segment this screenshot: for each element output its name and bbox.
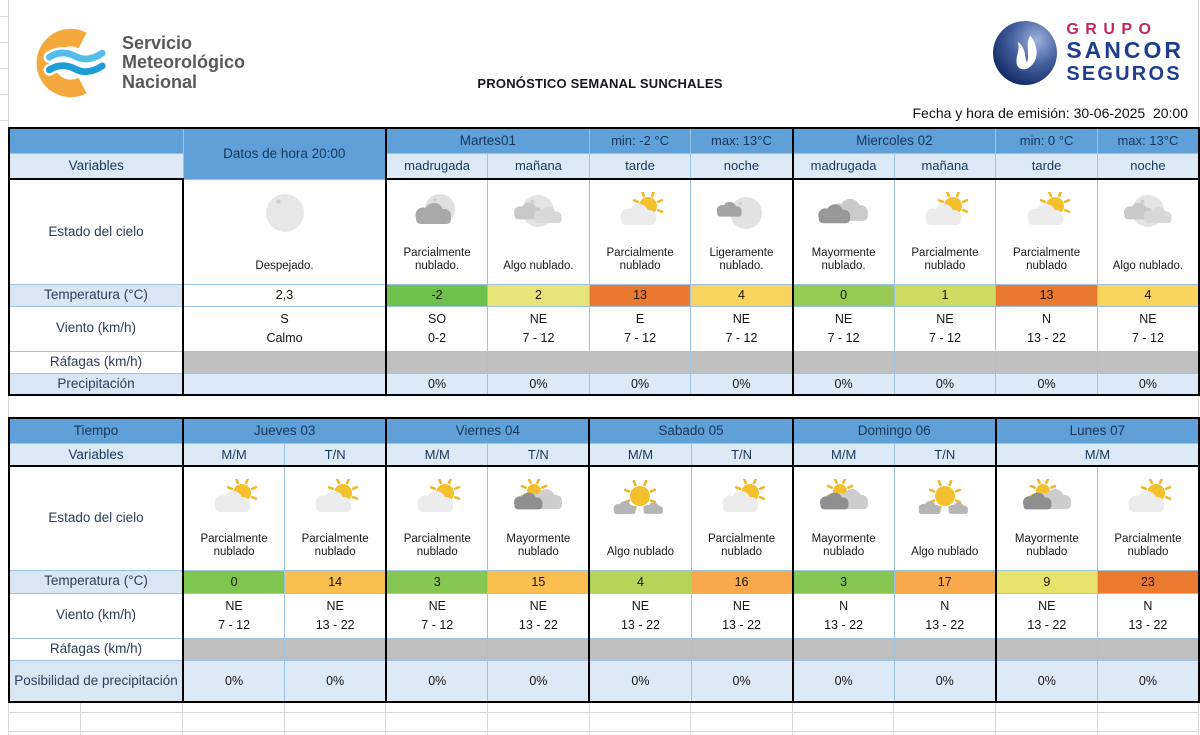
grid-line	[893, 701, 894, 735]
period-header-cell[interactable]: T/N	[285, 443, 387, 466]
temp-cell[interactable]: 3	[793, 570, 895, 593]
precip-cell[interactable]: 0%	[488, 660, 590, 702]
temp-cell[interactable]: 13	[589, 284, 691, 306]
day-header-cell[interactable]: Jueves 03	[183, 418, 386, 443]
row-label-cell[interactable]: Temperatura (°C)	[9, 570, 183, 593]
grid-line	[385, 701, 386, 735]
wind-cell[interactable]: NE 7 - 12	[1097, 306, 1199, 351]
period-header-cell[interactable]: M/M	[589, 443, 691, 466]
precip-cell[interactable]: 0%	[894, 373, 996, 395]
temp-cell[interactable]: 15	[488, 570, 590, 593]
forecast-table-detail	[8, 127, 1200, 396]
period-header-cell[interactable]: madrugada	[793, 153, 895, 179]
grid-line	[0, 94, 8, 95]
sky-cell[interactable]	[894, 466, 996, 570]
sky-condition-text: Algo nublado	[606, 546, 675, 559]
temp-cell[interactable]: -2	[386, 284, 488, 306]
corner-cell[interactable]: Tiempo	[9, 418, 183, 443]
row-label-cell[interactable]: Ráfagas (km/h)	[9, 638, 183, 660]
period-header-cell[interactable]: noche	[1097, 153, 1199, 179]
sky-condition-text: Algo nublado	[911, 546, 979, 559]
wind-cell[interactable]: NE 13 - 22	[488, 593, 590, 638]
sky-condition-text: Mayormente nublado	[811, 532, 876, 559]
period-header-cell[interactable]: mañana	[894, 153, 996, 179]
precip-cell[interactable]: 0%	[691, 660, 793, 702]
period-header-cell[interactable]: T/N	[691, 443, 793, 466]
row-label-cell[interactable]: Temperatura (°C)	[9, 284, 183, 306]
grid-line	[0, 68, 8, 69]
temp-cell[interactable]: 23	[1097, 570, 1199, 593]
temp-cell[interactable]: 9	[996, 570, 1098, 593]
datos-header-cell[interactable]: Datos de hora 20:00	[183, 128, 386, 179]
moon-icon	[257, 192, 313, 236]
precip-cell[interactable]: 0%	[691, 373, 793, 395]
precip-cell[interactable]: 0%	[996, 660, 1098, 702]
forecast-table	[8, 127, 1200, 396]
wind-cell[interactable]: NE 13 - 22	[589, 593, 691, 638]
sky-cell[interactable]	[691, 466, 793, 570]
sky-cell[interactable]	[488, 466, 590, 570]
moon-clouds-icon	[510, 192, 566, 236]
temp-cell[interactable]: 4	[1097, 284, 1199, 306]
wind-cell[interactable]: NE 7 - 12	[691, 306, 793, 351]
sancor-name-text: SANCOR	[1066, 37, 1184, 64]
wind-cell[interactable]: NE 7 - 12	[488, 306, 590, 351]
gusts-cell[interactable]	[894, 638, 996, 660]
grid-line	[1097, 701, 1098, 735]
forecast-table-week	[8, 417, 1200, 703]
period-header-cell[interactable]: M/M	[996, 443, 1199, 466]
sky-condition-text: Despejado.	[255, 260, 314, 273]
sky-condition-text: Parcialmente nublado	[403, 532, 471, 559]
gusts-cell[interactable]	[488, 638, 590, 660]
temp-cell[interactable]: 3	[386, 570, 488, 593]
sky-cell[interactable]	[386, 179, 488, 284]
wind-cell[interactable]: NE 13 - 22	[285, 593, 387, 638]
period-header-cell[interactable]: M/M	[183, 443, 285, 466]
temp-cell[interactable]: 13	[996, 284, 1098, 306]
current-sky-cell[interactable]	[183, 179, 386, 284]
emission-datetime: Fecha y hora de emisión: 30-06-2025 20:00	[912, 105, 1188, 121]
gusts-cell[interactable]	[996, 638, 1098, 660]
gusts-cell[interactable]	[996, 351, 1098, 373]
gusts-cell[interactable]	[1097, 638, 1199, 660]
corner-cell[interactable]	[9, 128, 183, 153]
temp-cell[interactable]: 0	[183, 570, 285, 593]
sky-cell[interactable]	[488, 179, 590, 284]
wind-cell[interactable]: E 7 - 12	[589, 306, 691, 351]
precip-cell[interactable]: 0%	[386, 373, 488, 395]
period-header-cell[interactable]: T/N	[894, 443, 996, 466]
period-header-cell[interactable]: M/M	[386, 443, 488, 466]
sky-condition-text: Algo nublado.	[503, 260, 574, 273]
sky-condition-text: Mayormente nublado.	[811, 246, 876, 273]
sky-cell[interactable]	[996, 466, 1098, 570]
gusts-cell[interactable]	[183, 638, 285, 660]
sky-cell[interactable]	[589, 466, 691, 570]
precip-cell[interactable]: 0%	[285, 660, 387, 702]
grid-line	[8, 731, 1199, 732]
sun-cloud-icon	[307, 479, 363, 523]
sky-cell[interactable]	[285, 466, 387, 570]
gusts-cell[interactable]	[589, 638, 691, 660]
day-header-cell[interactable]: Viernes 04	[386, 418, 589, 443]
current-temp-cell[interactable]: 2,3	[183, 284, 386, 306]
temp-cell[interactable]: 17	[894, 570, 996, 593]
grid-line	[589, 701, 590, 735]
gusts-cell[interactable]	[1097, 351, 1199, 373]
row-label-cell[interactable]: Posibilidad de precipitación	[9, 660, 183, 702]
period-header-cell[interactable]: tarde	[996, 153, 1098, 179]
precip-cell[interactable]: 0%	[793, 660, 895, 702]
temp-cell[interactable]: 4	[691, 284, 793, 306]
sun-cloud-icon	[206, 479, 262, 523]
sky-cell[interactable]	[996, 179, 1098, 284]
precip-cell[interactable]: 0%	[386, 660, 488, 702]
sky-condition-text: Algo nublado.	[1112, 260, 1184, 273]
day-header-cell[interactable]: Miercoles 02	[793, 128, 996, 153]
sky-condition-text: Parcialmente nublado	[911, 246, 979, 273]
sancor-logo-text	[1066, 20, 1184, 85]
current-wind-cell[interactable]: S Calmo	[183, 306, 386, 351]
gusts-cell[interactable]	[691, 351, 793, 373]
sancor-sphere-icon	[993, 21, 1057, 85]
sky-condition-text: Mayormente nublado	[1014, 532, 1079, 559]
precip-cell[interactable]: 0%	[589, 373, 691, 395]
precip-cell[interactable]: 0%	[996, 373, 1098, 395]
grid-line	[792, 701, 793, 735]
sun-cloud-icon	[409, 479, 465, 523]
sky-cell[interactable]	[793, 466, 895, 570]
sky-cell[interactable]	[793, 179, 895, 284]
gusts-cell[interactable]	[488, 351, 590, 373]
max-temp-cell[interactable]: max: 13°C	[1097, 128, 1199, 153]
clouds-sun-icon	[510, 479, 566, 523]
moon-cloud-icon	[409, 192, 465, 236]
period-header-cell[interactable]: noche	[691, 153, 793, 179]
sancor-seguros-text: SEGUROS	[1066, 62, 1182, 85]
precip-cell[interactable]: 0%	[894, 660, 996, 702]
smn-logo-line2: Meteorológico	[122, 52, 246, 73]
wind-cell[interactable]: NE 7 - 12	[183, 593, 285, 638]
grid-line	[0, 16, 8, 17]
moon-clouds-icon	[1120, 192, 1176, 236]
forecast-table	[8, 417, 1200, 703]
clouds-icon	[816, 192, 872, 236]
wind-cell[interactable]: N 13 - 22	[894, 593, 996, 638]
row-label-cell[interactable]: Viento (km/h)	[9, 306, 183, 351]
wind-cell[interactable]: SO 0-2	[386, 306, 488, 351]
precip-cell[interactable]: 0%	[183, 660, 285, 702]
sun-cloud-icon	[1019, 192, 1075, 236]
wind-cell[interactable]: N 13 - 22	[793, 593, 895, 638]
gusts-cell[interactable]	[386, 638, 488, 660]
sancor-logo	[993, 20, 1184, 85]
sky-condition-text: Parcialmente nublado	[200, 532, 268, 559]
wind-cell[interactable]: NE 13 - 22	[691, 593, 793, 638]
sky-cell[interactable]	[691, 179, 793, 284]
sun-cloud-icon	[714, 479, 770, 523]
sky-cell[interactable]	[589, 179, 691, 284]
smn-logo-line3: Nacional	[122, 71, 198, 92]
gusts-cell[interactable]	[285, 638, 387, 660]
precip-cell[interactable]: 0%	[589, 660, 691, 702]
sun-cloud-icon	[1120, 479, 1176, 523]
sky-condition-text: Parcialmente nublado.	[403, 246, 471, 273]
grid-line	[80, 701, 81, 735]
sky-condition-text: Parcialmente nublado	[301, 532, 369, 559]
row-label-cell[interactable]: Ráfagas (km/h)	[9, 351, 183, 373]
sancor-grupo-text: GRUPO	[1066, 21, 1158, 38]
row-label-cell[interactable]: Estado del cielo	[9, 466, 183, 570]
period-header-cell[interactable]: madrugada	[386, 153, 488, 179]
sun-clouds-icon	[917, 479, 973, 523]
min-temp-cell[interactable]: min: 0 °C	[996, 128, 1098, 153]
temp-cell[interactable]: 4	[589, 570, 691, 593]
clouds-sun-icon	[816, 479, 872, 523]
wind-cell[interactable]: NE 7 - 12	[894, 306, 996, 351]
grid-line	[487, 701, 488, 735]
grid-line	[995, 701, 996, 735]
temp-cell[interactable]: 16	[691, 570, 793, 593]
sky-cell[interactable]	[183, 466, 285, 570]
smn-logo-line1: Servicio	[122, 33, 193, 54]
moon-cloud-small-icon	[713, 192, 769, 236]
precip-cell[interactable]: 0%	[488, 373, 590, 395]
sky-condition-text: Parcialmente nublado	[1114, 532, 1182, 559]
day-header-cell[interactable]: Lunes 07	[996, 418, 1199, 443]
day-header-cell[interactable]: Sabado 05	[589, 418, 792, 443]
gusts-cell[interactable]	[386, 351, 488, 373]
period-header-cell[interactable]: T/N	[488, 443, 590, 466]
sun-cloud-icon	[917, 192, 973, 236]
sun-clouds-icon	[612, 479, 668, 523]
page-title: PRONÓSTICO SEMANAL SUNCHALES	[477, 76, 723, 91]
grid-line	[8, 712, 1199, 713]
row-label-cell[interactable]: Estado del cielo	[9, 179, 183, 284]
sky-cell[interactable]	[1097, 179, 1199, 284]
grid-line	[0, 120, 8, 121]
gusts-cell[interactable]	[793, 351, 895, 373]
row-label-cell[interactable]: Viento (km/h)	[9, 593, 183, 638]
precip-cell[interactable]: 0%	[793, 373, 895, 395]
gusts-cell[interactable]	[691, 638, 793, 660]
temp-cell[interactable]: 1	[894, 284, 996, 306]
temp-cell[interactable]: 0	[793, 284, 895, 306]
sun-cloud-icon	[612, 192, 668, 236]
grid-line	[182, 701, 183, 735]
sky-cell[interactable]	[894, 179, 996, 284]
sky-condition-text: Ligeramente nublado.	[709, 246, 774, 273]
sky-condition-text: Parcialmente nublado	[707, 532, 776, 559]
wind-cell[interactable]: N 13 - 22	[1097, 593, 1199, 638]
row-label-cell[interactable]: Precipitación	[9, 373, 183, 395]
grid-line	[284, 701, 285, 735]
day-header-cell[interactable]: Domingo 06	[793, 418, 996, 443]
wind-cell[interactable]: N 13 - 22	[996, 306, 1098, 351]
wind-cell[interactable]: NE 7 - 12	[793, 306, 895, 351]
period-header-cell[interactable]: M/M	[793, 443, 895, 466]
sky-cell[interactable]	[386, 466, 488, 570]
gusts-cell[interactable]	[589, 351, 691, 373]
sky-cell[interactable]	[1097, 466, 1199, 570]
grid-line	[0, 42, 8, 43]
wind-cell[interactable]: NE 7 - 12	[386, 593, 488, 638]
variables-label-cell[interactable]: Variables	[9, 443, 183, 466]
temp-cell[interactable]: 2	[488, 284, 590, 306]
wind-cell[interactable]: NE 13 - 22	[996, 593, 1098, 638]
temp-cell[interactable]: 14	[285, 570, 387, 593]
max-temp-cell[interactable]: max: 13°C	[691, 128, 793, 153]
sky-condition-text: Parcialmente nublado	[1013, 246, 1081, 273]
period-header-cell[interactable]: tarde	[589, 153, 691, 179]
min-temp-cell[interactable]: min: -2 °C	[589, 128, 691, 153]
day-header-cell[interactable]: Martes01	[386, 128, 589, 153]
precip-cell[interactable]: 0%	[1097, 373, 1199, 395]
gusts-cell[interactable]	[183, 351, 386, 373]
gusts-cell[interactable]	[793, 638, 895, 660]
variables-label-cell[interactable]: Variables	[9, 153, 183, 179]
sky-condition-text: Mayormente nublado	[506, 532, 571, 559]
current-precip-cell[interactable]	[183, 373, 386, 395]
clouds-sun-icon	[1019, 479, 1075, 523]
period-header-cell[interactable]: mañana	[488, 153, 590, 179]
gusts-cell[interactable]	[894, 351, 996, 373]
sky-condition-text: Parcialmente nublado	[606, 246, 674, 273]
grid-line	[690, 701, 691, 735]
precip-cell[interactable]: 0%	[1097, 660, 1199, 702]
